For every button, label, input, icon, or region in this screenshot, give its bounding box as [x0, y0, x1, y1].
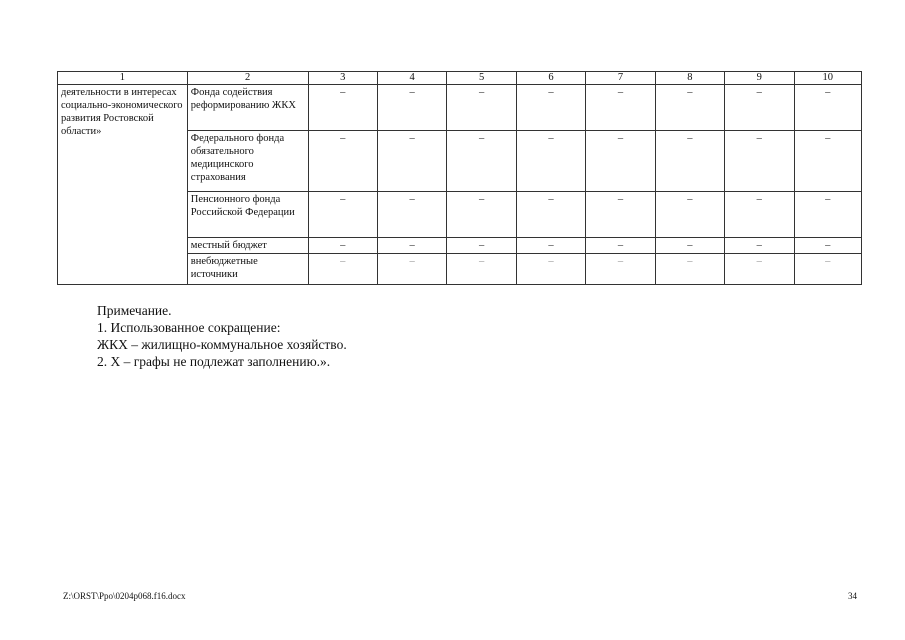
value-cell: – [586, 85, 655, 131]
value-cell: – [308, 192, 377, 238]
funding-source-cell: Федерального фонда обязательного медицинского страхования [187, 131, 308, 192]
value-cell: – [655, 254, 724, 285]
value-cell: – [377, 131, 446, 192]
value-cell: – [308, 254, 377, 285]
value-cell: – [725, 192, 794, 238]
value-cell: – [516, 192, 585, 238]
value-cell: – [308, 131, 377, 192]
page-number: 34 [848, 591, 857, 601]
column-number: 1 [58, 72, 188, 85]
note-line: 1. Использованное сокращение: [97, 320, 281, 335]
value-cell: – [447, 131, 516, 192]
footer-file-path: Z:\ORST\Ppo\0204p068.f16.docx [63, 591, 186, 601]
value-cell: – [377, 254, 446, 285]
column-number: 10 [794, 72, 862, 85]
value-cell: – [377, 238, 446, 254]
value-cell: – [725, 254, 794, 285]
value-cell: – [794, 192, 862, 238]
column-number: 5 [447, 72, 516, 85]
value-cell: – [725, 238, 794, 254]
value-cell: – [655, 192, 724, 238]
value-cell: – [725, 131, 794, 192]
value-cell: – [655, 238, 724, 254]
value-cell: – [655, 85, 724, 131]
value-cell: – [516, 254, 585, 285]
value-cell: – [794, 131, 862, 192]
value-cell: – [308, 238, 377, 254]
value-cell: – [516, 238, 585, 254]
value-cell: – [447, 238, 516, 254]
value-cell: – [794, 85, 862, 131]
value-cell: – [447, 192, 516, 238]
value-cell: – [516, 131, 585, 192]
column-number: 6 [516, 72, 585, 85]
funding-source-cell: Фонда содействия реформированию ЖКХ [187, 85, 308, 131]
note-line: ЖКХ – жилищно-коммунальное хозяйство. [97, 337, 347, 352]
notes-block [97, 302, 347, 370]
value-cell: – [377, 192, 446, 238]
value-cell: – [794, 238, 862, 254]
funding-source-cell: Пенсионного фонда Российской Федерации [187, 192, 308, 238]
value-cell: – [655, 131, 724, 192]
column-number: 2 [187, 72, 308, 85]
funding-source-cell: местный бюджет [187, 238, 308, 254]
value-cell: – [447, 254, 516, 285]
column-number: 7 [586, 72, 655, 85]
program-name-cell: деятельности в интересах социально-экономического развития Ростовской области» [58, 85, 188, 285]
value-cell: – [794, 254, 862, 285]
budget-table [57, 71, 862, 285]
value-cell: – [308, 85, 377, 131]
funding-source-cell: внебюджетные источники [187, 254, 308, 285]
value-cell: – [586, 192, 655, 238]
value-cell: – [586, 254, 655, 285]
value-cell: – [516, 85, 585, 131]
value-cell: – [725, 85, 794, 131]
notes-title: Примечание. [97, 303, 172, 318]
value-cell: – [377, 85, 446, 131]
value-cell: – [586, 131, 655, 192]
column-number: 9 [725, 72, 794, 85]
column-number: 4 [377, 72, 446, 85]
value-cell: – [586, 238, 655, 254]
table-row [58, 85, 862, 131]
table-header-row [58, 72, 862, 85]
column-number: 3 [308, 72, 377, 85]
note-line: 2. Х – графы не подлежат заполнению.». [97, 354, 331, 369]
column-number: 8 [655, 72, 724, 85]
value-cell: – [447, 85, 516, 131]
